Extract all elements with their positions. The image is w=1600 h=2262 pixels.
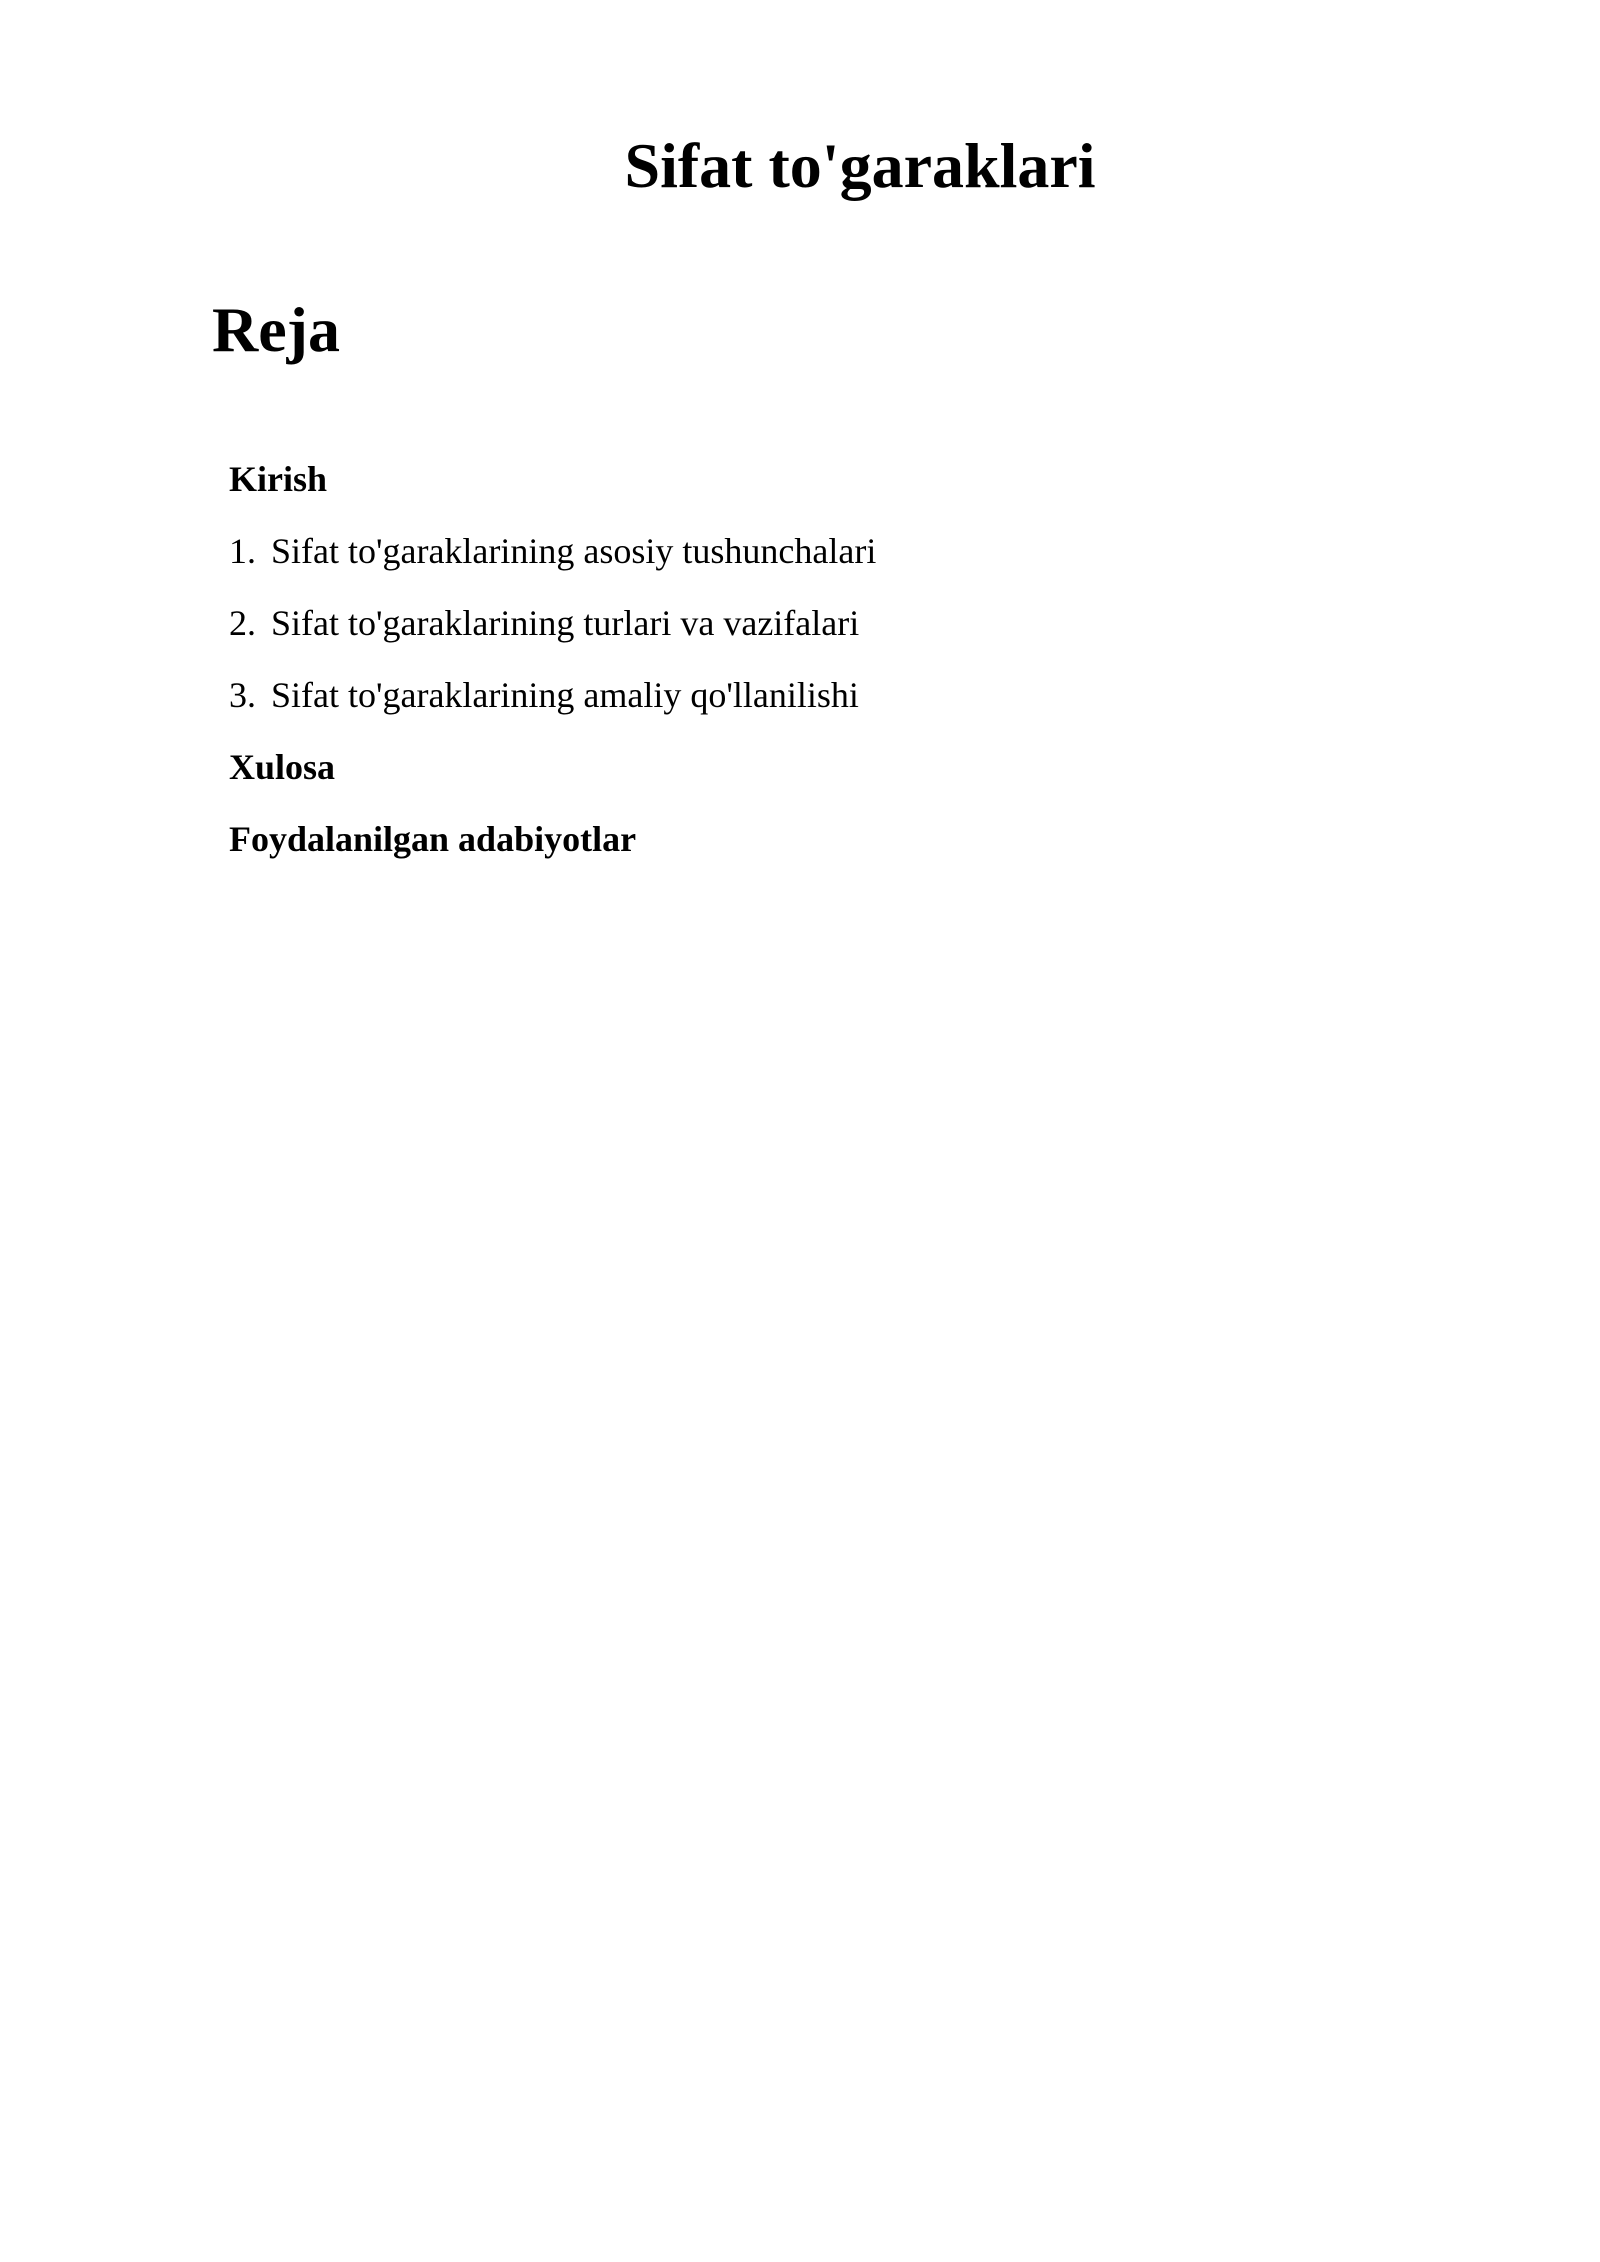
toc-item-number: 2. <box>229 603 256 643</box>
toc-intro: Kirish <box>229 459 328 499</box>
toc-item-text: Sifat to'garaklarining amaliy qo'llanilishi <box>271 675 859 715</box>
toc-item-3 <box>229 667 1429 739</box>
toc-references: Foydalanilgan adabiyotlar <box>229 819 637 859</box>
toc-item-number: 1. <box>229 531 256 571</box>
toc-item-text: Sifat to'garaklarining asosiy tushunchalari <box>271 531 877 571</box>
document-title: Sifat to'garaklari <box>624 130 1096 201</box>
table-of-contents <box>229 451 1429 883</box>
toc-conclusion: Xulosa <box>229 747 336 787</box>
toc-item-number: 3. <box>229 675 256 715</box>
toc-item-text: Sifat to'garaklarining turlari va vazifalari <box>271 603 860 643</box>
plan-heading: Reja <box>212 294 340 365</box>
toc-item-2 <box>229 595 1429 667</box>
toc-item-1 <box>229 523 1429 595</box>
